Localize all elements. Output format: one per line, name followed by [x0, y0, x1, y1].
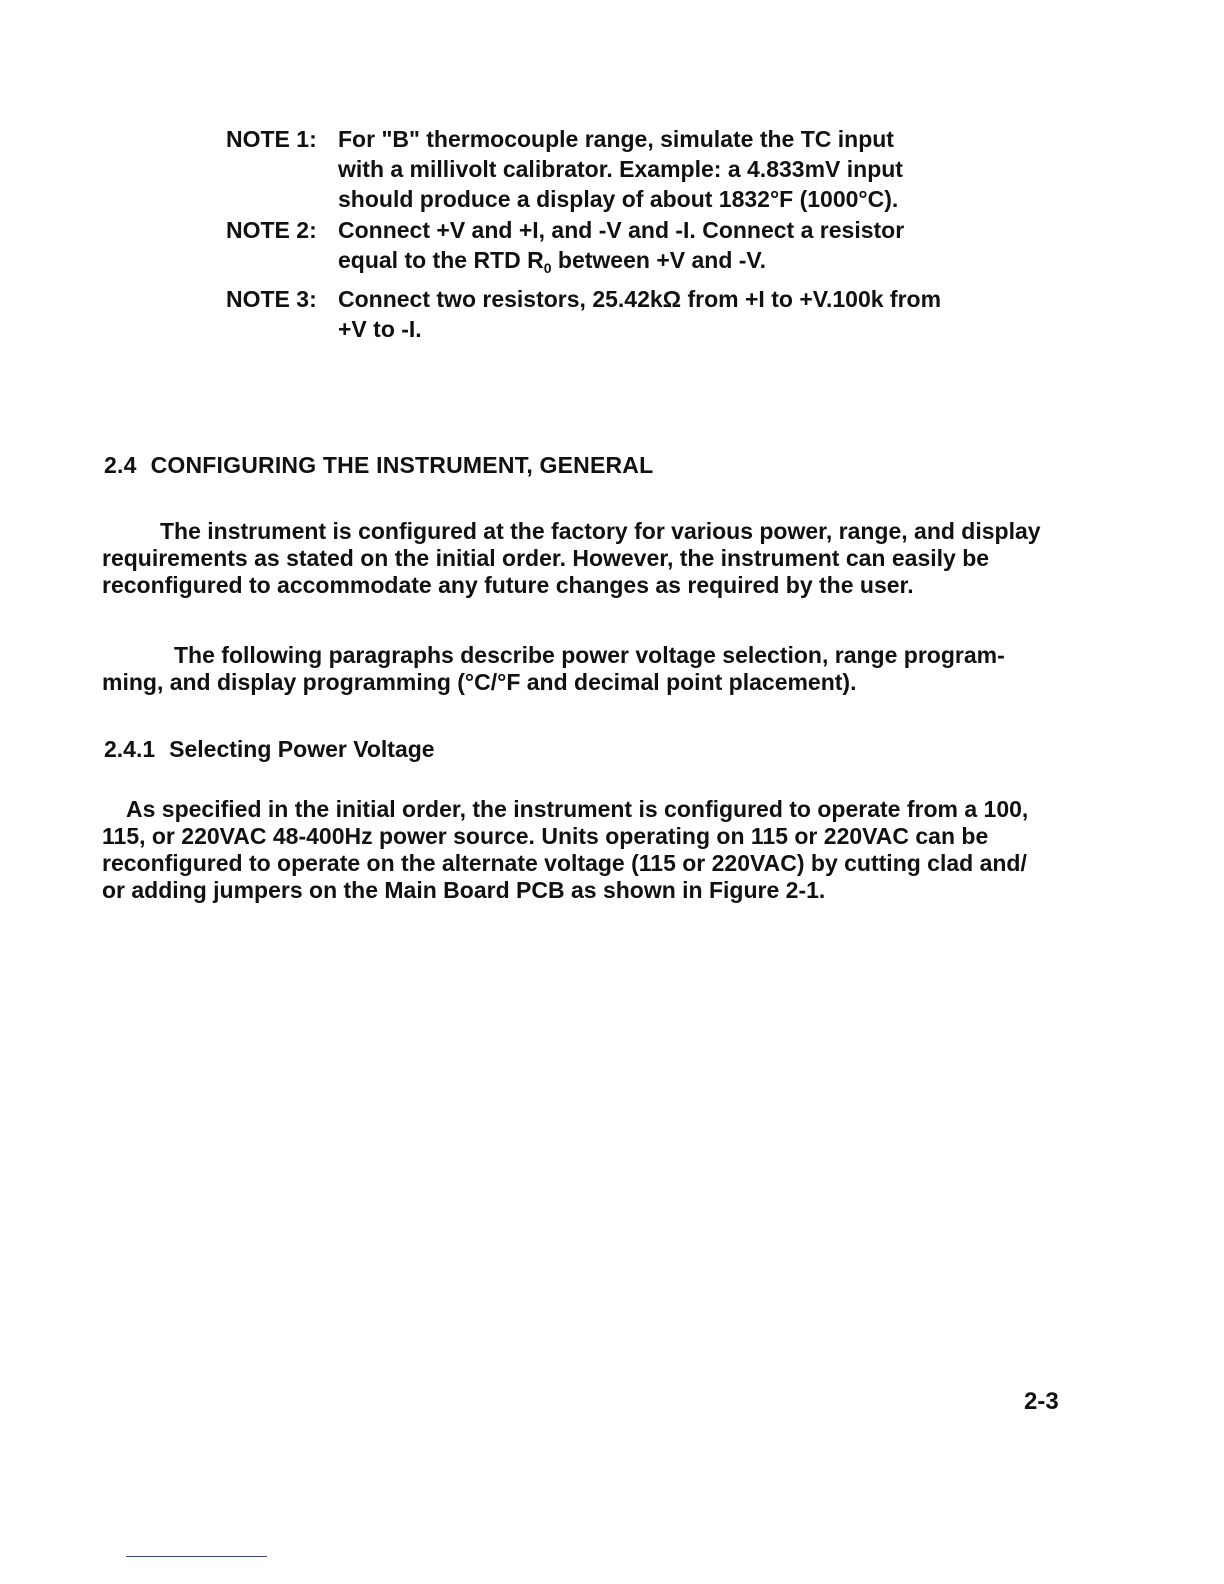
section-heading	[104, 452, 653, 479]
paragraph-following-sections	[102, 642, 1077, 696]
section-title: CONFIGURING THE INSTRUMENT, GENERAL	[150, 452, 654, 478]
note-text	[338, 284, 1026, 344]
paragraph-configuration-intro	[102, 518, 1077, 599]
note-line: +V to -I.	[338, 316, 422, 342]
note-line: For "B" thermocouple range, simulate the TC input	[338, 126, 894, 152]
note-text	[338, 124, 1026, 214]
note-line: Connect +V and +I, and -V and -I. Connect a resistor	[338, 217, 905, 243]
note-line-part: between +V and -V.	[557, 247, 767, 273]
subscript: 0	[543, 260, 552, 276]
notes-block	[226, 124, 1026, 345]
subsection-heading	[104, 736, 435, 763]
note-line: with a millivolt calibrator. Example: a 4.833mV input	[338, 156, 903, 182]
note-text	[338, 215, 1026, 283]
paragraph-power-voltage	[102, 796, 1077, 904]
footer-divider	[126, 1556, 267, 1557]
page-number: 2-3	[1024, 1388, 1059, 1415]
paragraph-line: 115, or 220VAC 48-400Hz power source. Units operating on 115 or 220VAC can be	[102, 823, 989, 849]
subsection-title: Selecting Power Voltage	[169, 736, 435, 762]
note-3	[226, 284, 1026, 344]
paragraph-line: ming, and display programming (°C/°F and decimal point placement).	[102, 669, 857, 695]
paragraph-line: As specified in the initial order, the instrument is configured to operate from a 100,	[126, 796, 1029, 822]
paragraph-line: The instrument is configured at the factory for various power, range, and display	[160, 518, 1041, 544]
paragraph-line: The following paragraphs describe power voltage selection, range program-	[174, 642, 1005, 668]
note-label: NOTE 2:	[226, 217, 317, 243]
paragraph-line: requirements as stated on the initial order. However, the instrument can easily be	[102, 545, 990, 571]
paragraph-line: or adding jumpers on the Main Board PCB as shown in Figure 2-1.	[102, 877, 826, 903]
paragraph-line: reconfigured to accommodate any future changes as required by the user.	[102, 572, 914, 598]
note-line: should produce a display of about 1832°F (1000°C).	[338, 186, 899, 212]
note-1	[226, 124, 1026, 214]
note-label: NOTE 1:	[226, 126, 317, 152]
note-line-part: equal to the RTD R	[338, 247, 544, 273]
subsection-number: 2.4.1	[104, 736, 156, 762]
note-line	[338, 245, 1026, 283]
note-2	[226, 215, 1026, 283]
note-label: NOTE 3:	[226, 286, 317, 312]
note-line: Connect two resistors, 25.42kΩ from +I to +V.100k from	[338, 286, 942, 312]
section-number: 2.4	[104, 452, 137, 478]
paragraph-line: reconfigured to operate on the alternate voltage (115 or 220VAC) by cutting clad and/	[102, 850, 1027, 876]
